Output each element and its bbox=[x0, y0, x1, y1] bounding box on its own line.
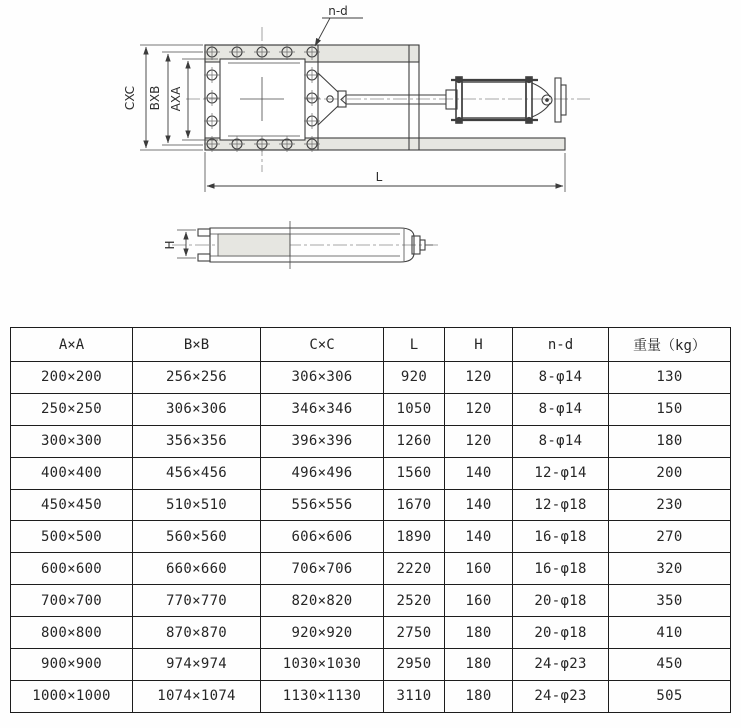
technical-drawing bbox=[0, 0, 741, 320]
table-cell: 2950 bbox=[384, 649, 445, 681]
table-cell: 2750 bbox=[384, 617, 445, 649]
table-cell: 974×974 bbox=[133, 649, 261, 681]
table-cell: 606×606 bbox=[261, 521, 384, 553]
table-cell: 870×870 bbox=[133, 617, 261, 649]
table-cell: 306×306 bbox=[133, 393, 261, 425]
column-header: H bbox=[445, 328, 513, 362]
column-header: B×B bbox=[133, 328, 261, 362]
table-cell: 400×400 bbox=[11, 457, 133, 489]
table-cell: 346×346 bbox=[261, 393, 384, 425]
table-cell: 500×500 bbox=[11, 521, 133, 553]
table-cell: 1260 bbox=[384, 425, 445, 457]
table-cell: 24-φ23 bbox=[513, 649, 609, 681]
dim-label-axa: AXA bbox=[169, 86, 183, 112]
table-cell: 700×700 bbox=[11, 585, 133, 617]
actuator-cylinder bbox=[451, 77, 538, 123]
table-cell: 200 bbox=[609, 457, 731, 489]
table-cell: 120 bbox=[445, 425, 513, 457]
table-cell: 800×800 bbox=[11, 617, 133, 649]
table-cell: 120 bbox=[445, 362, 513, 394]
table-cell: 160 bbox=[445, 585, 513, 617]
column-header: L bbox=[384, 328, 445, 362]
side-view bbox=[172, 221, 438, 269]
column-header: n-d bbox=[513, 328, 609, 362]
table-row bbox=[11, 457, 731, 489]
table-cell: 250×250 bbox=[11, 393, 133, 425]
table-cell: 1000×1000 bbox=[11, 680, 133, 712]
dimension-table bbox=[10, 327, 731, 713]
table-cell: 510×510 bbox=[133, 489, 261, 521]
table-cell: 256×256 bbox=[133, 362, 261, 394]
table-row bbox=[11, 585, 731, 617]
table-cell: 1030×1030 bbox=[261, 649, 384, 681]
table-cell: 706×706 bbox=[261, 553, 384, 585]
table-cell: 3110 bbox=[384, 680, 445, 712]
table-cell: 12-φ14 bbox=[513, 457, 609, 489]
table-row bbox=[11, 617, 731, 649]
table-cell: 300×300 bbox=[11, 425, 133, 457]
table-cell: 900×900 bbox=[11, 649, 133, 681]
table-cell: 660×660 bbox=[133, 553, 261, 585]
table-body bbox=[11, 362, 731, 713]
table-cell: 150 bbox=[609, 393, 731, 425]
table-cell: 556×556 bbox=[261, 489, 384, 521]
table-row bbox=[11, 393, 731, 425]
table-cell: 1130×1130 bbox=[261, 680, 384, 712]
table-cell: 140 bbox=[445, 489, 513, 521]
table-cell: 600×600 bbox=[11, 553, 133, 585]
table-cell: 8-φ14 bbox=[513, 362, 609, 394]
table-cell: 180 bbox=[445, 649, 513, 681]
table-cell: 20-φ18 bbox=[513, 585, 609, 617]
dim-label-nd: n-d bbox=[328, 4, 348, 18]
dim-label-cxc: CXC bbox=[123, 85, 137, 111]
table-row bbox=[11, 649, 731, 681]
table-cell: 130 bbox=[609, 362, 731, 394]
table-row bbox=[11, 680, 731, 712]
table-cell: 200×200 bbox=[11, 362, 133, 394]
table-cell: 770×770 bbox=[133, 585, 261, 617]
table-cell: 270 bbox=[609, 521, 731, 553]
dim-label-bxb: BXB bbox=[148, 85, 162, 111]
table-cell: 140 bbox=[445, 521, 513, 553]
table-cell: 396×396 bbox=[261, 425, 384, 457]
table-cell: 456×456 bbox=[133, 457, 261, 489]
table-cell: 230 bbox=[609, 489, 731, 521]
table-cell: 560×560 bbox=[133, 521, 261, 553]
table-cell: 1074×1074 bbox=[133, 680, 261, 712]
table-row bbox=[11, 521, 731, 553]
table-cell: 180 bbox=[445, 617, 513, 649]
stem-rod bbox=[341, 90, 457, 109]
table-cell: 160 bbox=[445, 553, 513, 585]
table-cell: 450×450 bbox=[11, 489, 133, 521]
table-row bbox=[11, 553, 731, 585]
table-cell: 920 bbox=[384, 362, 445, 394]
end-bracket bbox=[532, 78, 566, 122]
table-cell: 505 bbox=[609, 680, 731, 712]
table-cell: 306×306 bbox=[261, 362, 384, 394]
table-cell: 24-φ23 bbox=[513, 680, 609, 712]
table-cell: 450 bbox=[609, 649, 731, 681]
dim-label-l: L bbox=[375, 170, 383, 184]
table-row bbox=[11, 362, 731, 394]
table-cell: 140 bbox=[445, 457, 513, 489]
table-cell: 920×920 bbox=[261, 617, 384, 649]
table-cell: 1890 bbox=[384, 521, 445, 553]
dim-label-h: H bbox=[163, 240, 177, 250]
table-cell: 1050 bbox=[384, 393, 445, 425]
table-cell: 12-φ18 bbox=[513, 489, 609, 521]
table-row bbox=[11, 425, 731, 457]
front-view bbox=[186, 27, 590, 172]
table-cell: 356×356 bbox=[133, 425, 261, 457]
table-cell: 16-φ18 bbox=[513, 521, 609, 553]
column-header: A×A bbox=[11, 328, 133, 362]
table-cell: 180 bbox=[609, 425, 731, 457]
table-cell: 820×820 bbox=[261, 585, 384, 617]
table-cell: 180 bbox=[445, 680, 513, 712]
table-header-row bbox=[11, 328, 731, 362]
side-view-dimensions bbox=[163, 230, 196, 258]
table-cell: 496×496 bbox=[261, 457, 384, 489]
table-cell: 1670 bbox=[384, 489, 445, 521]
front-view-dimensions bbox=[123, 4, 565, 192]
table-cell: 120 bbox=[445, 393, 513, 425]
table-cell: 350 bbox=[609, 585, 731, 617]
table-cell: 16-φ18 bbox=[513, 553, 609, 585]
table-cell: 320 bbox=[609, 553, 731, 585]
flange-plate bbox=[205, 45, 318, 150]
column-header: C×C bbox=[261, 328, 384, 362]
table-cell: 2220 bbox=[384, 553, 445, 585]
table-cell: 2520 bbox=[384, 585, 445, 617]
table-cell: 8-φ14 bbox=[513, 425, 609, 457]
table-cell: 1560 bbox=[384, 457, 445, 489]
table-cell: 8-φ14 bbox=[513, 393, 609, 425]
table-row bbox=[11, 489, 731, 521]
table-cell: 20-φ18 bbox=[513, 617, 609, 649]
column-header: 重量（kg） bbox=[609, 328, 731, 362]
table-cell: 410 bbox=[609, 617, 731, 649]
